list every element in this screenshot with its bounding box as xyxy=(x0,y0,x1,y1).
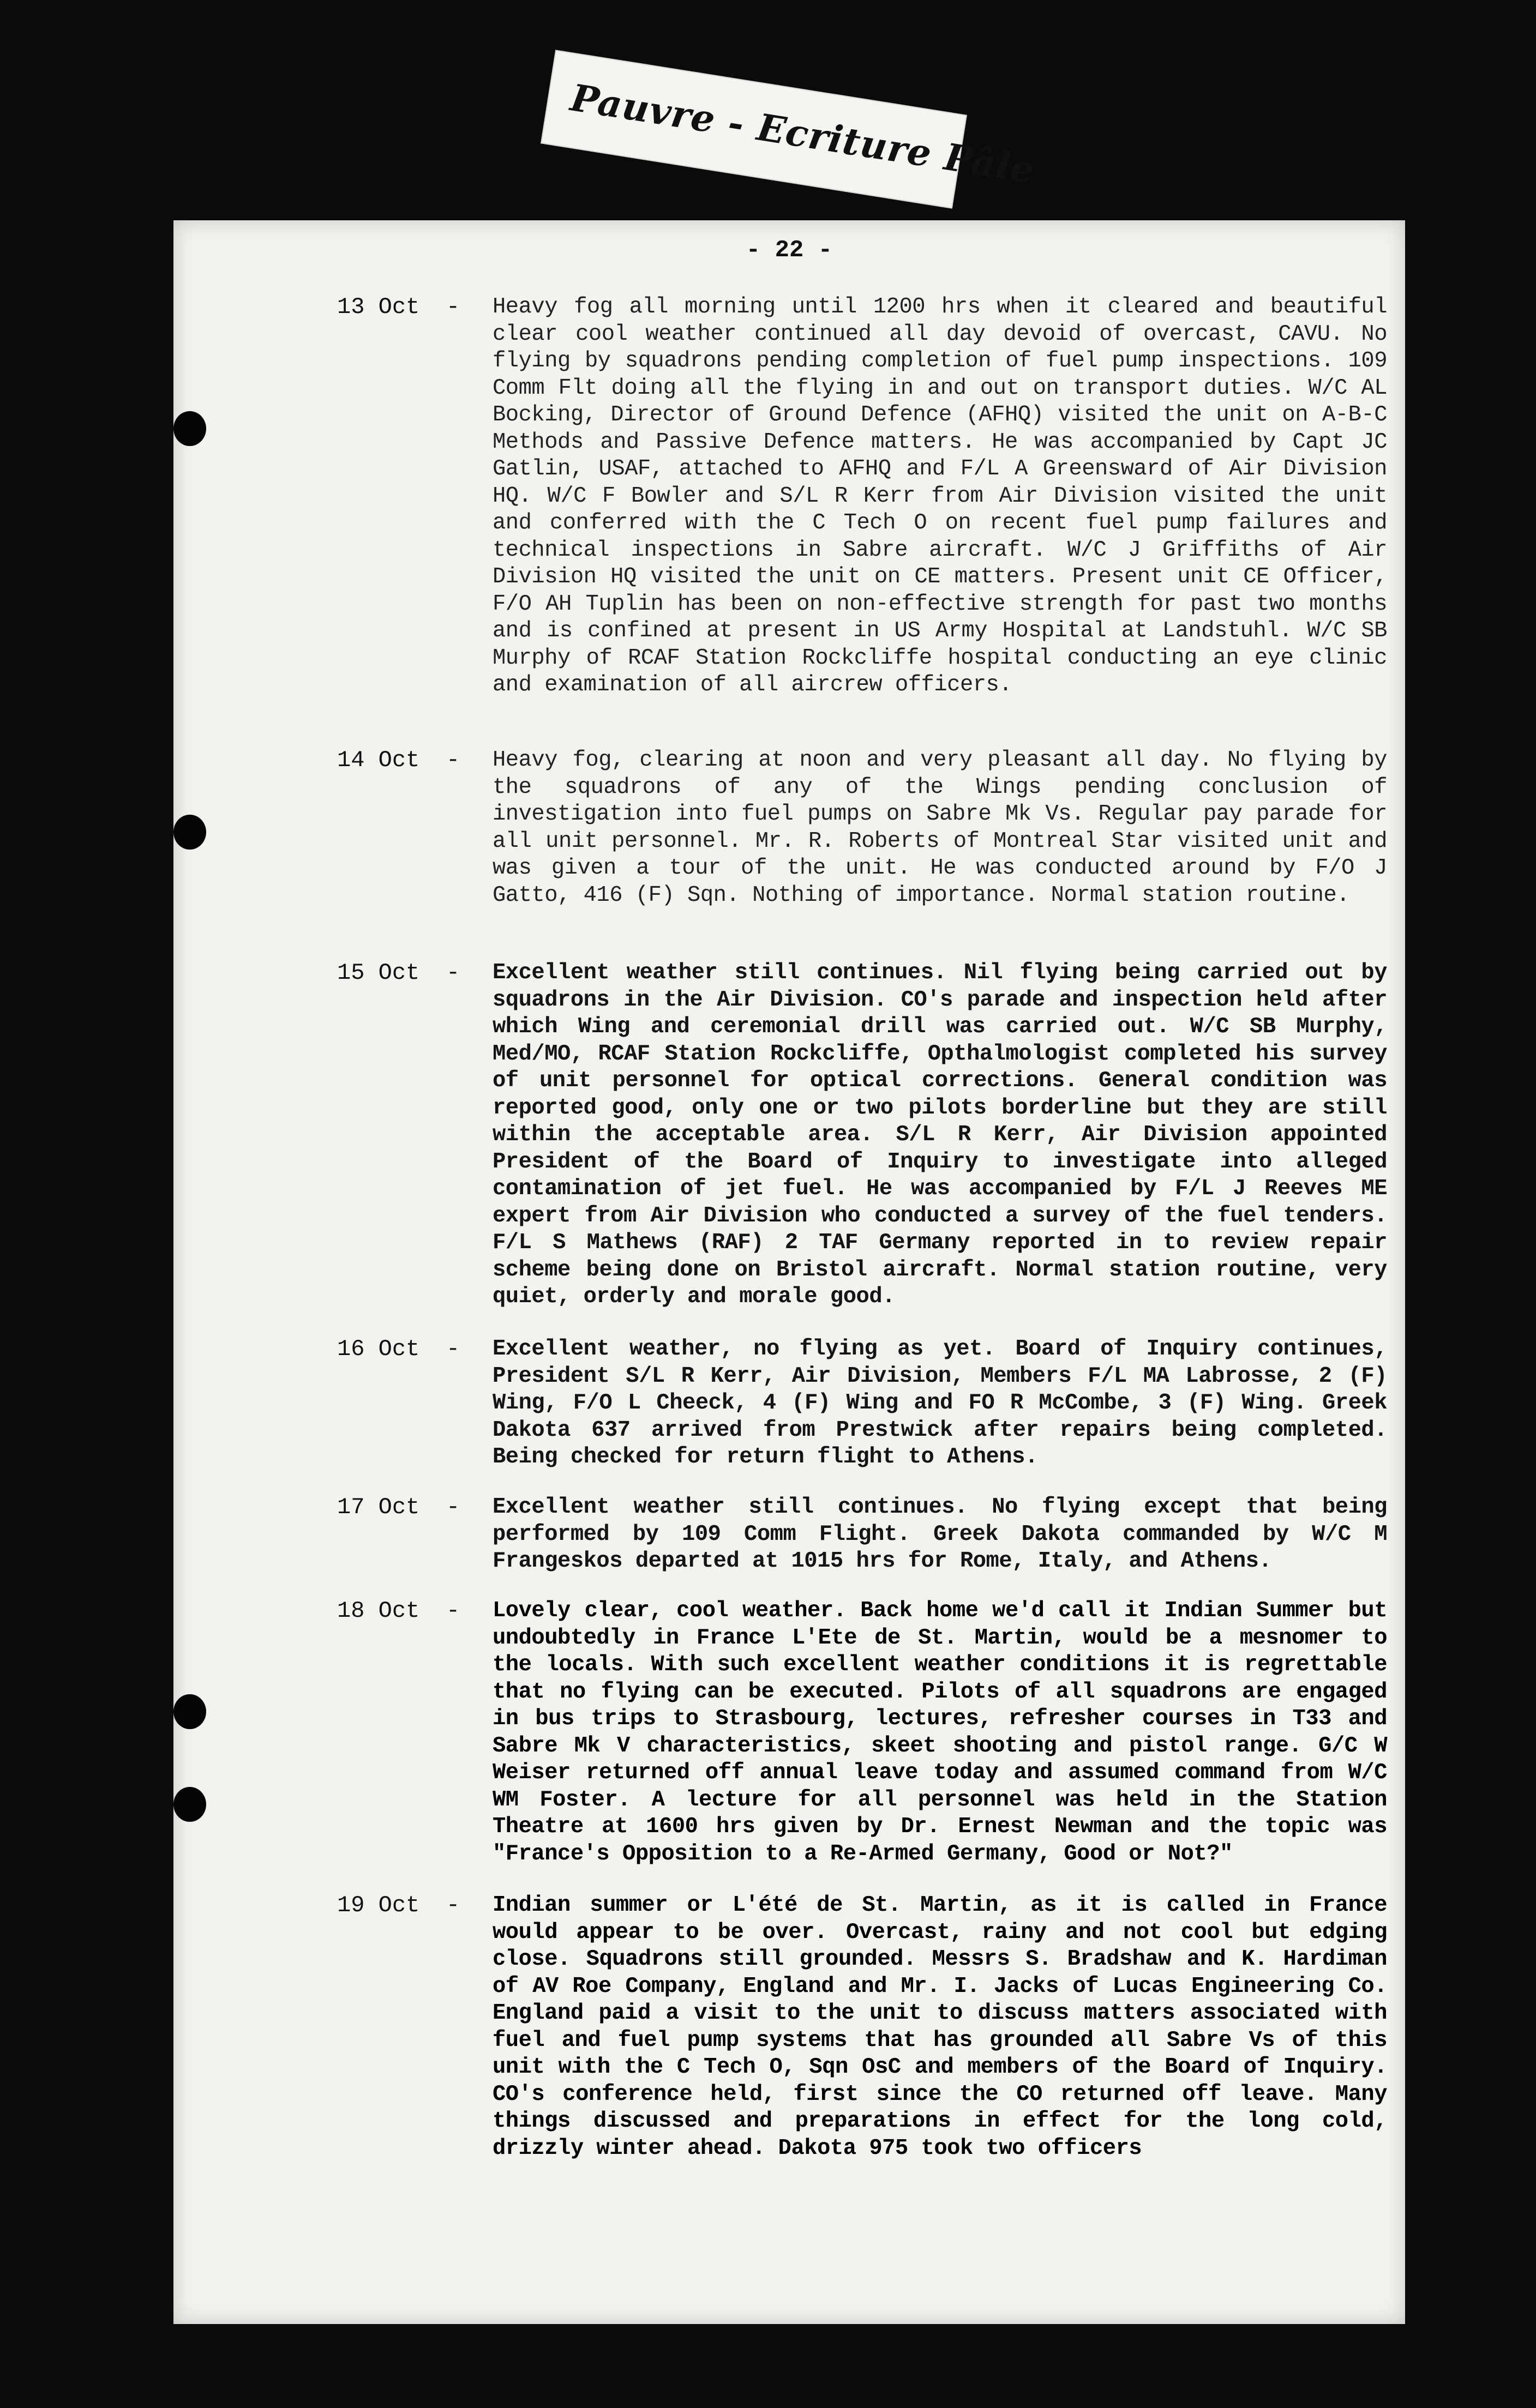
entry-dash: - xyxy=(446,960,460,986)
entry-date: 19 Oct xyxy=(337,1892,420,1918)
punch-hole xyxy=(173,815,206,850)
punch-hole xyxy=(173,411,206,446)
entry-date: 18 Oct xyxy=(337,1598,420,1624)
handwritten-label-strip xyxy=(541,50,1038,208)
entry-dash: - xyxy=(446,294,460,320)
entry-date: 16 Oct xyxy=(337,1336,420,1362)
entry-text: Heavy fog, clearing at noon and very pleasant all day. No flying by the squadrons of any of the Wings pending conclusion of investigation into fuel pumps on Sabre Mk Vs. Regular pay parade for all unit personnel. Mr. R. Roberts of Montreal Star visited unit and was given a tour of the unit. He was conducted around by F/O J Gatto, 416 (F) Sqn. Nothing of importance. Normal station routine. xyxy=(493,748,1387,908)
entry-date: 13 Oct xyxy=(337,294,420,320)
handwritten-label-text: Pauvre - Ecriture Pâle xyxy=(567,76,1038,192)
entry-text: Excellent weather, no flying as yet. Board of Inquiry continues, President S/L R Kerr, Air Division, Members F/L MA Labrosse, 2 (F) Wing, F/O L Cheeck, 4 (F) Wing and FO R McCombe, 3 (F) Wing. Greek Dakota 637 arrived from Prestwick after repairs being completed. Being checked for return flight to Athens. xyxy=(493,1337,1387,1470)
page-number: - 22 - xyxy=(746,237,833,264)
document-page xyxy=(173,220,1405,2324)
entry-date: 17 Oct xyxy=(337,1494,420,1520)
entry-date: 14 Oct xyxy=(337,747,420,773)
entry-dash: - xyxy=(446,747,460,773)
entry-dash: - xyxy=(446,1494,460,1520)
entry-text: Excellent weather still continues. No flying except that being performed by 109 Comm Flight. Greek Dakota commanded by W/C M Frangeskos departed at 1015 hrs for Rome, Italy, and Athens. xyxy=(493,1495,1387,1574)
entry-dash: - xyxy=(446,1336,460,1362)
entry-dash: - xyxy=(446,1892,460,1918)
entry-date: 15 Oct xyxy=(337,960,420,986)
entry-text: Indian summer or L'été de St. Martin, as it is called in France would appear to be over. Overcast, rainy and not cool but edging close. Squadrons still grounded. Messrs S. Bradshaw and K. Hardiman of AV Roe Company, England and Mr. I. Jacks of Lucas Engineering Co. England paid a visit to the unit to discuss matters associated with fuel and fuel pump systems that has grounded all Sabre Vs of this unit with the C Tech O, Sqn OsC and members of the Board of Inquiry. CO's conference held, first since the CO returned off leave. Many things discussed and preparations in effect for the long cold, drizzly winter ahead. Dakota 975 took two officers xyxy=(493,1893,1387,2161)
punch-hole xyxy=(173,1787,206,1822)
entry-dash: - xyxy=(446,1598,460,1624)
entry-text: Excellent weather still continues. Nil flying being carried out by squadrons in the Air Division. CO's parade and inspection held after which Wing and ceremonial drill was carried out. W/C SB Murphy, Med/MO, RCAF Station Rockcliffe, Opthalmologist completed his survey of unit personnel for optical corrections. General condition was reported good, only one or two pilots borderline but they are still within the acceptable area. S/L R Kerr, Air Division appointed President of the Board of Inquiry to investigate into alleged contamination of jet fuel. He was accompanied by F/L J Reeves ME expert from Air Division who conducted a survey of the fuel tenders. F/L S Mathews (RAF) 2 TAF Germany reported in to review repair scheme being done on Bristol aircraft. Normal station routine, very quiet, orderly and morale good. xyxy=(493,960,1387,1309)
entry-text: Heavy fog all morning until 1200 hrs when it cleared and beautiful clear cool weather continued all day devoid of overcast, CAVU. No flying by squadrons pending completion of fuel pump inspections. 109 Comm Flt doing all the flying in and out on transport duties. W/C AL Bocking, Director of Ground Defence (AFHQ) visited the unit on A-B-C Methods and Passive Defence matters. He was accompanied by Capt JC Gatlin, USAF, attached to AFHQ and F/L A Greensward of Air Division HQ. W/C F Bowler and S/L R Kerr from Air Division visited the unit and conferred with the C Tech O on recent fuel pump failures and technical inspections in Sabre aircraft. W/C J Griffiths of Air Division HQ visited the unit on CE matters. Present unit CE Officer, F/O AH Tuplin has been on non-effective strength for past two months and is confined at present in US Army Hospital at Landstuhl. W/C SB Murphy of RCAF Station Rockcliffe hospital conducting an eye clinic and examination of all aircrew officers. xyxy=(493,294,1387,697)
entry-text: Lovely clear, cool weather. Back home we'd call it Indian Summer but undoubtedly in France L'Ete de St. Martin, would be a mesnomer to the locals. With such excellent weather conditions it is regrettable that no flying can be executed. Pilots of all squadrons are engaged in bus trips to Strasbourg, lectures, refresher courses in T33 and Sabre Mk V characteristics, skeet shooting and pistol range. G/C W Weiser returned off annual leave today and assumed command from W/C WM Foster. A lecture for all personnel was held in the Station Theatre at 1600 hrs given by Dr. Ernest Newman and the topic was "France's Opposition to a Re-Armed Germany, Good or Not?" xyxy=(493,1598,1387,1867)
punch-hole xyxy=(173,1694,206,1729)
